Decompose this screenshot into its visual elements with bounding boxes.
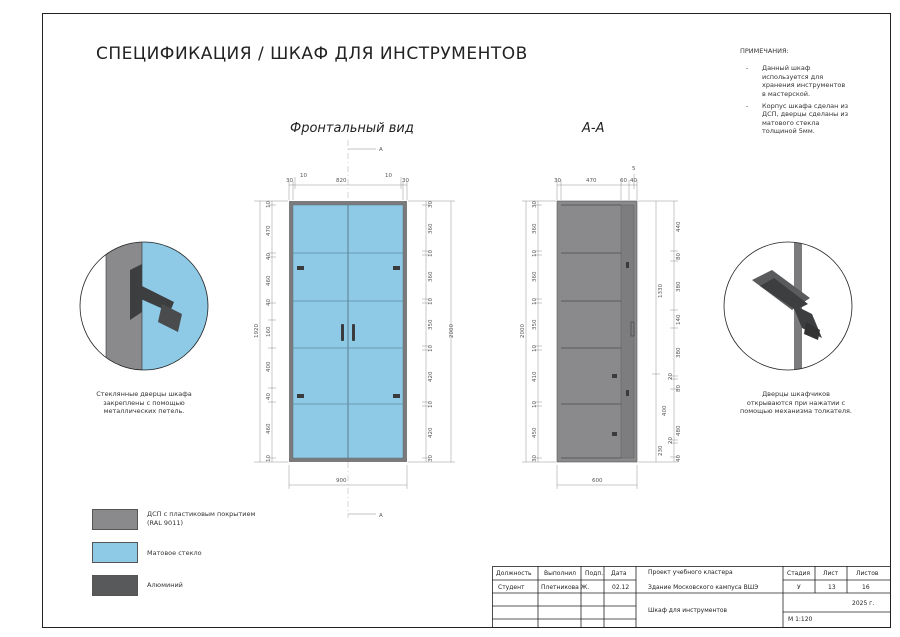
section-dim-right-b: 440 bbox=[676, 221, 682, 232]
front-view-drawing bbox=[240, 140, 470, 520]
front-dim-right: 420 bbox=[428, 427, 434, 438]
section-dim-right-b: 140 bbox=[676, 314, 682, 325]
legend-label: ДСП с пластиковым покрытием (RAL 9011) bbox=[147, 510, 256, 527]
section-dim-right-b: 380 bbox=[676, 347, 682, 358]
front-dim-right: 420 bbox=[428, 371, 434, 382]
stamp-sheet-title: Шкаф для инструментов bbox=[648, 607, 728, 614]
stamp-header: Стадия bbox=[787, 570, 811, 577]
section-dim-top: 40 bbox=[630, 178, 637, 184]
section-dim-right-b: 480 bbox=[676, 425, 682, 436]
section-dim-left: 10 bbox=[532, 250, 538, 257]
stamp-project: Проект учебного кластера bbox=[648, 569, 733, 576]
hinge-detail bbox=[78, 240, 213, 375]
pusher-detail bbox=[722, 240, 857, 375]
front-dim-top: 30 bbox=[286, 178, 293, 184]
stamp-stage: У bbox=[797, 584, 801, 591]
section-dim-left: 410 bbox=[532, 371, 538, 382]
title-block bbox=[492, 566, 891, 628]
front-dim-top: 30 bbox=[402, 178, 409, 184]
pusher-caption: Дверцы шкафчиков открываются при нажатии с помощью механизма толкателя. bbox=[740, 390, 852, 415]
stamp-position: Студент bbox=[498, 584, 525, 591]
hinge-caption: Стеклянные дверцы шкафа закреплены с помощью металлических петель. bbox=[96, 390, 192, 415]
front-dim-top: 820 bbox=[336, 178, 347, 184]
section-dim-left: 360 bbox=[532, 223, 538, 234]
notes-block bbox=[740, 47, 850, 140]
section-dim-bottom: 600 bbox=[592, 478, 603, 484]
notes-heading: ПРИМЕЧАНИЯ: bbox=[740, 47, 789, 55]
front-dim-left: 460 bbox=[266, 423, 272, 434]
section-mark: А bbox=[379, 147, 383, 153]
section-dim-right-b: 20 bbox=[668, 437, 674, 444]
stamp-author: Плетникова Ж. bbox=[541, 584, 590, 591]
section-dim-top: 60 bbox=[620, 178, 627, 184]
section-view-label: А-А bbox=[582, 121, 605, 136]
front-dim-right: 360 bbox=[428, 223, 434, 234]
section-dim-top: 30 bbox=[554, 178, 561, 184]
section-dim-right-a: 1330 bbox=[658, 284, 664, 298]
stamp-building: Здание Московского кампуса ВШЭ bbox=[648, 584, 759, 591]
door-handle-right bbox=[352, 324, 355, 341]
stamp-header: Листов bbox=[856, 570, 879, 577]
front-dim-left: 40 bbox=[266, 393, 272, 400]
section-dim-top-small: 5 bbox=[632, 166, 636, 172]
front-dim-left: 400 bbox=[266, 361, 272, 372]
legend-swatch-chipboard bbox=[92, 509, 138, 530]
stamp-header: Дата bbox=[611, 570, 627, 577]
section-dim-left: 30 bbox=[532, 201, 538, 208]
stamp-header: Лист bbox=[823, 570, 839, 577]
front-dim-right: 30 bbox=[428, 455, 434, 462]
front-dim-left: 460 bbox=[266, 275, 272, 286]
legend-swatch-glass bbox=[92, 542, 138, 563]
front-dim-right: 10 bbox=[428, 250, 434, 257]
front-dim-right: 30 bbox=[428, 201, 434, 208]
front-dim-top: 10 bbox=[385, 173, 392, 179]
stamp-year: 2025 г. bbox=[852, 600, 875, 607]
front-dim-right: 10 bbox=[428, 345, 434, 352]
section-dim-right-b: 20 bbox=[668, 373, 674, 380]
page-title: СПЕЦИФИКАЦИЯ / ШКАФ ДЛЯ ИНСТРУМЕНТОВ bbox=[96, 44, 528, 64]
front-dim-height-total: 2000 bbox=[449, 324, 455, 338]
stamp-date: 02.12 bbox=[612, 584, 630, 591]
front-dim-right: 10 bbox=[428, 401, 434, 408]
section-dim-right-b: 400 bbox=[662, 405, 668, 416]
stamp-sheet: 13 bbox=[828, 584, 836, 591]
front-dim-left: 40 bbox=[266, 253, 272, 260]
front-dim-right: 10 bbox=[428, 298, 434, 305]
note-item: - Корпус шкафа сделан из ДСП, дверцы сделаны из матового стекла толщиной 5мм. bbox=[740, 102, 850, 136]
stamp-scale: М 1:120 bbox=[788, 616, 813, 623]
section-dim-left: 10 bbox=[532, 345, 538, 352]
front-dim-left: 40 bbox=[266, 299, 272, 306]
front-dim-right: 360 bbox=[428, 271, 434, 282]
front-dim-right: 350 bbox=[428, 319, 434, 330]
front-dim-top: 10 bbox=[300, 173, 307, 179]
legend-swatch-aluminium bbox=[92, 575, 138, 596]
door-handle-left bbox=[341, 324, 344, 341]
stamp-header: Выполнил bbox=[544, 570, 576, 577]
front-dim-height: 1920 bbox=[254, 324, 260, 338]
stamp-header: Подп. bbox=[585, 570, 604, 577]
front-dim-left: 470 bbox=[266, 225, 272, 236]
front-dim-left: 10 bbox=[266, 201, 272, 208]
section-mark: А bbox=[379, 513, 383, 519]
section-dim-left: 360 bbox=[532, 271, 538, 282]
front-dim-bottom: 900 bbox=[336, 478, 347, 484]
stamp-header: Должность bbox=[496, 570, 532, 577]
section-dim-right-b: 80 bbox=[676, 385, 682, 392]
section-dim-right-b: 80 bbox=[676, 253, 682, 260]
legend-label: Алюминий bbox=[147, 581, 183, 589]
section-dim-right-b: 40 bbox=[676, 455, 682, 462]
front-view-label: Фронтальный вид bbox=[290, 121, 414, 136]
section-dim-right-a: 230 bbox=[658, 445, 664, 456]
front-dim-left: 160 bbox=[266, 326, 272, 337]
stamp-sheets: 16 bbox=[862, 584, 870, 591]
section-dim-left: 10 bbox=[532, 401, 538, 408]
section-view-drawing bbox=[512, 160, 692, 500]
section-dim-left: 350 bbox=[532, 319, 538, 330]
legend-label: Матовое стекло bbox=[147, 549, 202, 557]
note-item: - Данный шкаф используется для хранения инструментов в мастерской. bbox=[740, 64, 850, 98]
section-dim-left: 450 bbox=[532, 427, 538, 438]
section-dim-right-b: 380 bbox=[676, 281, 682, 292]
front-dim-left: 10 bbox=[266, 455, 272, 462]
section-door bbox=[621, 205, 634, 458]
section-dim-top: 470 bbox=[586, 178, 597, 184]
section-dim-left: 30 bbox=[532, 455, 538, 462]
section-dim-height: 2000 bbox=[520, 324, 526, 338]
section-dim-left: 10 bbox=[532, 298, 538, 305]
